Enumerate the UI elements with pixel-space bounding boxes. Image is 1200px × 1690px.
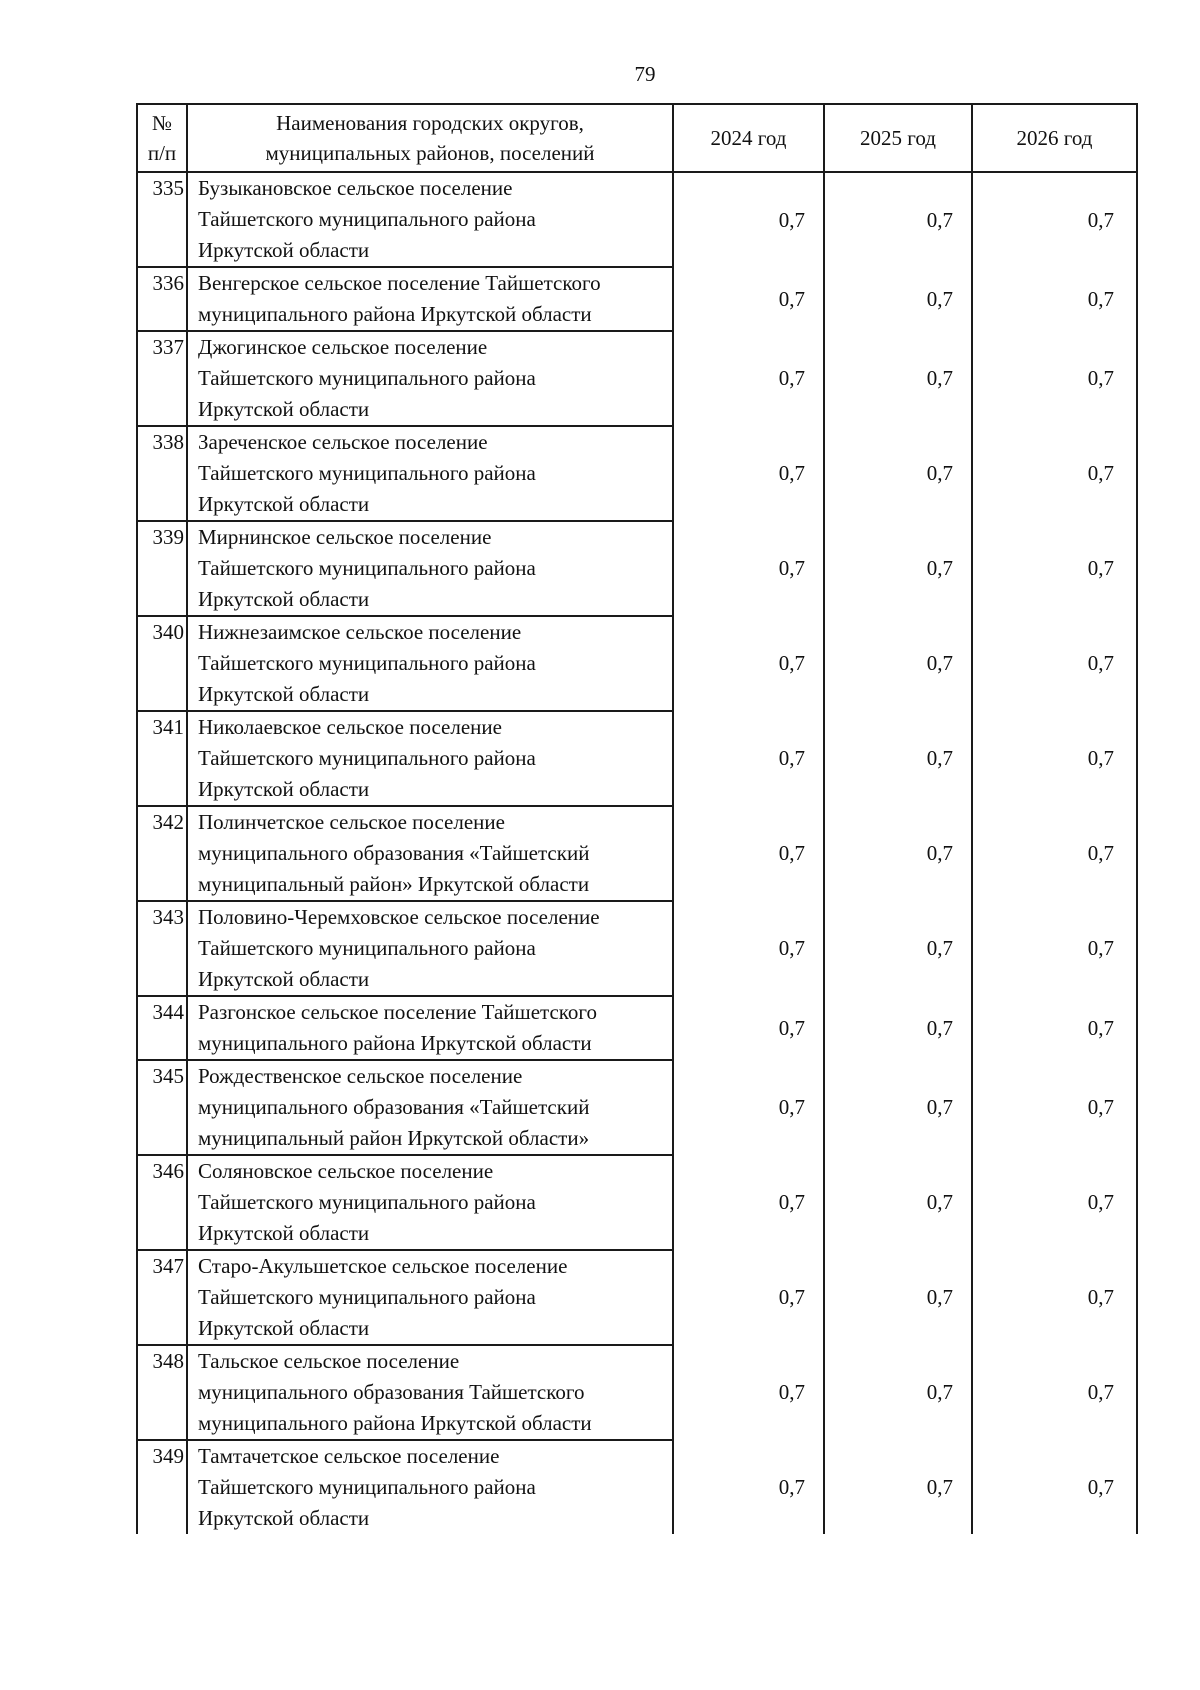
- settlement-name-line: муниципального района Иркутской области: [198, 302, 592, 326]
- settlement-name-line: Соляновское сельское поселение: [198, 1159, 494, 1183]
- settlement-name-line: Тайшетского муниципального района: [198, 1285, 536, 1309]
- settlement-name-line: Зареченское сельское поселение: [198, 430, 488, 454]
- row-value-2025: 0,7: [824, 711, 972, 806]
- row-value-2026: 0,7: [972, 1440, 1137, 1534]
- row-settlement-name: [187, 616, 673, 711]
- row-settlement-name: [187, 901, 673, 996]
- settlement-name-line: Тайшетского муниципального района: [198, 936, 536, 960]
- header-year-2026: 2026 год: [972, 104, 1137, 172]
- row-number: 349: [137, 1440, 187, 1534]
- row-number: 347: [137, 1250, 187, 1345]
- row-value-2026: 0,7: [972, 521, 1137, 616]
- row-value-2025: 0,7: [824, 996, 972, 1060]
- settlement-name-line: Иркутской области: [198, 492, 370, 516]
- header-number-line: №: [151, 111, 173, 135]
- table-row: [137, 426, 1137, 521]
- row-number: 342: [137, 806, 187, 901]
- table-row: [137, 1060, 1137, 1155]
- row-settlement-name: [187, 172, 673, 267]
- settlement-name-line: Иркутской области: [198, 1316, 370, 1340]
- table-row: [137, 1440, 1137, 1534]
- row-value-2025: 0,7: [824, 172, 972, 267]
- settlement-name-line: муниципальный район» Иркутской области: [198, 872, 590, 896]
- row-value-2026: 0,7: [972, 426, 1137, 521]
- row-value-2024: 0,7: [673, 711, 824, 806]
- settlement-name-line: Тайшетского муниципального района: [198, 207, 536, 231]
- row-value-2025: 0,7: [824, 806, 972, 901]
- settlement-name-line: Иркутской области: [198, 238, 370, 262]
- header-name-line: муниципальных районов, поселений: [265, 141, 595, 165]
- settlement-name-line: Старо-Акульшетское сельское поселение: [198, 1254, 568, 1278]
- row-settlement-name: [187, 267, 673, 331]
- row-number: 337: [137, 331, 187, 426]
- table-row: [137, 806, 1137, 901]
- settlement-name-line: муниципального района Иркутской области: [198, 1031, 592, 1055]
- row-settlement-name: [187, 1440, 673, 1534]
- settlement-name-line: Тайшетского муниципального района: [198, 746, 536, 770]
- row-number: 341: [137, 711, 187, 806]
- settlement-name-line: Николаевское сельское поселение: [198, 715, 502, 739]
- row-number: 343: [137, 901, 187, 996]
- row-value-2026: 0,7: [972, 1250, 1137, 1345]
- settlement-name-line: муниципальный район Иркутской области»: [198, 1126, 590, 1150]
- table-row: [137, 172, 1137, 267]
- settlement-name-line: Иркутской области: [198, 1221, 370, 1245]
- table-row: [137, 1250, 1137, 1345]
- row-value-2025: 0,7: [824, 426, 972, 521]
- row-number: 340: [137, 616, 187, 711]
- row-value-2025: 0,7: [824, 616, 972, 711]
- row-value-2025: 0,7: [824, 1345, 972, 1440]
- row-value-2026: 0,7: [972, 616, 1137, 711]
- header-year-2025: 2025 год: [824, 104, 972, 172]
- settlement-name-line: муниципального образования Тайшетского: [198, 1380, 585, 1404]
- table-row: [137, 901, 1137, 996]
- row-value-2024: 0,7: [673, 806, 824, 901]
- row-value-2024: 0,7: [673, 616, 824, 711]
- settlement-name-line: Полинчетское сельское поселение: [198, 810, 505, 834]
- row-value-2025: 0,7: [824, 1440, 972, 1534]
- row-value-2024: 0,7: [673, 996, 824, 1060]
- settlement-name-line: муниципального образования «Тайшетский: [198, 841, 590, 865]
- settlement-name-line: муниципального образования «Тайшетский: [198, 1095, 590, 1119]
- header-name-line: Наименования городских округов,: [276, 111, 584, 135]
- row-value-2024: 0,7: [673, 172, 824, 267]
- settlement-name-line: Иркутской области: [198, 397, 370, 421]
- settlement-name-line: Иркутской области: [198, 682, 370, 706]
- table-header: [137, 104, 1137, 172]
- settlement-name-line: муниципального района Иркутской области: [198, 1411, 592, 1435]
- settlement-name-line: Тамтачетское сельское поселение: [198, 1444, 500, 1468]
- table-row: [137, 1345, 1137, 1440]
- header-number-line: п/п: [147, 141, 177, 165]
- settlement-name-line: Иркутской области: [198, 1506, 370, 1530]
- row-settlement-name: [187, 996, 673, 1060]
- row-number: 344: [137, 996, 187, 1060]
- row-value-2025: 0,7: [824, 1060, 972, 1155]
- row-value-2025: 0,7: [824, 1250, 972, 1345]
- row-settlement-name: [187, 426, 673, 521]
- row-value-2026: 0,7: [972, 806, 1137, 901]
- row-value-2026: 0,7: [972, 172, 1137, 267]
- table-row: [137, 331, 1137, 426]
- settlement-name-line: Тальское сельское поселение: [198, 1349, 460, 1373]
- row-settlement-name: [187, 1060, 673, 1155]
- header-year-2024: 2024 год: [673, 104, 824, 172]
- row-number: 336: [137, 267, 187, 331]
- row-value-2026: 0,7: [972, 331, 1137, 426]
- row-settlement-name: [187, 806, 673, 901]
- allocation-table: [136, 103, 1138, 1534]
- row-value-2025: 0,7: [824, 521, 972, 616]
- settlement-name-line: Иркутской области: [198, 777, 370, 801]
- row-value-2026: 0,7: [972, 1060, 1137, 1155]
- settlement-name-line: Мирнинское сельское поселение: [198, 525, 492, 549]
- table-body: [137, 172, 1137, 1534]
- row-settlement-name: [187, 331, 673, 426]
- settlement-name-line: Половино-Черемховское сельское поселение: [198, 905, 600, 929]
- header-row: [137, 104, 1137, 172]
- settlement-name-line: Нижнезаимское сельское поселение: [198, 620, 522, 644]
- row-value-2024: 0,7: [673, 1250, 824, 1345]
- header-number: [137, 104, 187, 172]
- row-value-2026: 0,7: [972, 1155, 1137, 1250]
- settlement-name-line: Иркутской области: [198, 967, 370, 991]
- page-number: 79: [634, 62, 656, 86]
- settlement-name-line: Тайшетского муниципального района: [198, 1190, 536, 1214]
- row-value-2024: 0,7: [673, 1345, 824, 1440]
- row-value-2024: 0,7: [673, 267, 824, 331]
- row-value-2024: 0,7: [673, 901, 824, 996]
- table-row: [137, 996, 1137, 1060]
- row-value-2024: 0,7: [673, 1155, 824, 1250]
- row-value-2024: 0,7: [673, 426, 824, 521]
- row-number: 346: [137, 1155, 187, 1250]
- row-settlement-name: [187, 711, 673, 806]
- table-row: [137, 1155, 1137, 1250]
- settlement-name-line: Тайшетского муниципального района: [198, 651, 536, 675]
- row-value-2025: 0,7: [824, 267, 972, 331]
- header-name: [187, 104, 673, 172]
- row-value-2024: 0,7: [673, 331, 824, 426]
- settlement-name-line: Джогинское сельское поселение: [198, 335, 488, 359]
- settlement-name-line: Тайшетского муниципального района: [198, 1475, 536, 1499]
- settlement-name-line: Тайшетского муниципального района: [198, 461, 536, 485]
- row-settlement-name: [187, 1155, 673, 1250]
- row-settlement-name: [187, 1345, 673, 1440]
- settlement-name-line: Тайшетского муниципального района: [198, 366, 536, 390]
- row-number: 335: [137, 172, 187, 267]
- row-value-2025: 0,7: [824, 901, 972, 996]
- row-value-2026: 0,7: [972, 267, 1137, 331]
- row-value-2026: 0,7: [972, 1345, 1137, 1440]
- row-settlement-name: [187, 521, 673, 616]
- settlement-name-line: Тайшетского муниципального района: [198, 556, 536, 580]
- table-row: [137, 711, 1137, 806]
- row-number: 345: [137, 1060, 187, 1155]
- row-value-2026: 0,7: [972, 711, 1137, 806]
- row-value-2026: 0,7: [972, 996, 1137, 1060]
- row-value-2026: 0,7: [972, 901, 1137, 996]
- row-number: 339: [137, 521, 187, 616]
- settlement-name-line: Рождественское сельское поселение: [198, 1064, 523, 1088]
- row-value-2024: 0,7: [673, 1440, 824, 1534]
- row-number: 348: [137, 1345, 187, 1440]
- row-value-2024: 0,7: [673, 521, 824, 616]
- settlement-name-line: Бузыкановское сельское поселение: [198, 176, 513, 200]
- row-number: 338: [137, 426, 187, 521]
- table-row: [137, 267, 1137, 331]
- row-value-2025: 0,7: [824, 1155, 972, 1250]
- settlement-name-line: Разгонское сельское поселение Тайшетского: [198, 1000, 597, 1024]
- settlement-name-line: Иркутской области: [198, 587, 370, 611]
- table-row: [137, 521, 1137, 616]
- row-value-2025: 0,7: [824, 331, 972, 426]
- row-settlement-name: [187, 1250, 673, 1345]
- table-row: [137, 616, 1137, 711]
- settlement-name-line: Венгерское сельское поселение Тайшетского: [198, 271, 601, 295]
- row-value-2024: 0,7: [673, 1060, 824, 1155]
